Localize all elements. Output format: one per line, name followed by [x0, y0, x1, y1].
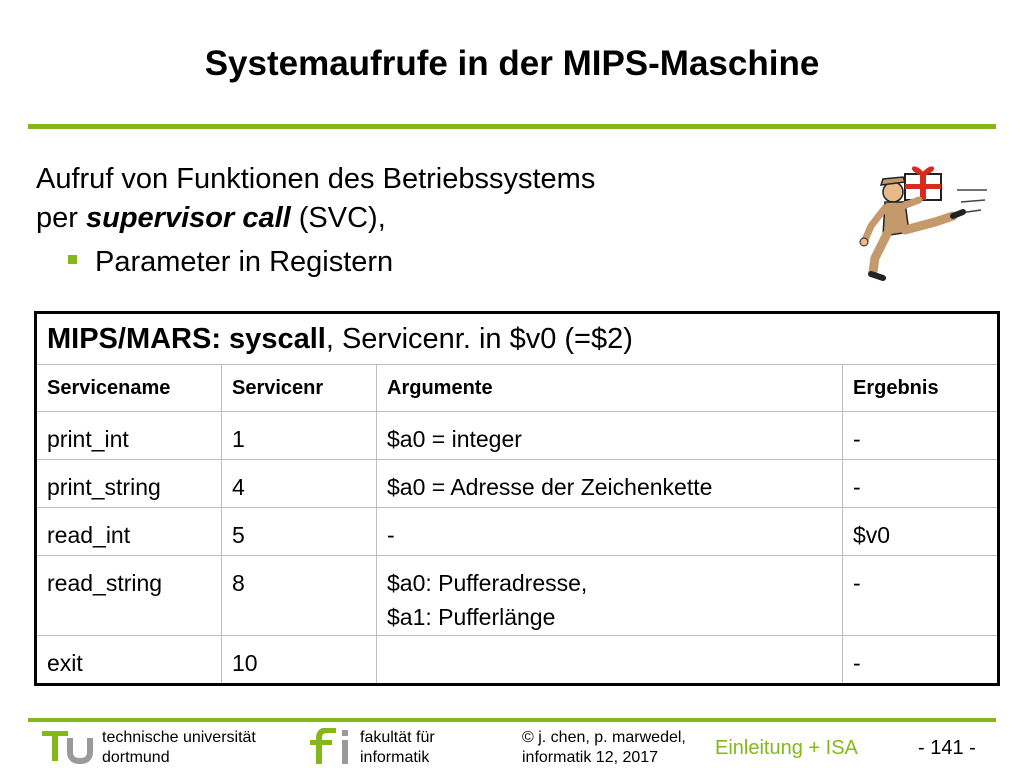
table-row — [36, 412, 999, 460]
cell-argumente: - — [377, 508, 843, 556]
footer-faculty-line-2: informatik — [360, 749, 430, 766]
bottom-divider — [28, 718, 996, 722]
table-title-bold: MIPS/MARS: syscall — [47, 322, 326, 355]
table-row — [36, 556, 999, 636]
intro-line-1: Aufruf von Funktionen des Betriebssystems — [36, 163, 596, 195]
intro-text — [36, 160, 595, 238]
footer-copyright — [522, 728, 686, 768]
cell-servicename: read_string — [36, 556, 222, 636]
column-header-servicename: Servicename — [36, 365, 222, 412]
cell-argumente: $a0 = integer — [377, 412, 843, 460]
footer-university — [102, 728, 256, 768]
cell-ergebnis: - — [843, 460, 999, 508]
cell-servicename: read_int — [36, 508, 222, 556]
slide-title: Systemaufrufe in der MIPS-Maschine — [204, 44, 820, 83]
footer-university-line-2: dortmund — [102, 749, 170, 766]
cell-ergebnis: $v0 — [843, 508, 999, 556]
fi-logo-icon — [310, 728, 354, 764]
table-row — [36, 460, 999, 508]
cell-argumente — [377, 636, 843, 685]
table-title — [36, 313, 999, 365]
table-header-row — [36, 365, 999, 412]
cell-argumente-line-1: $a0: Pufferadresse, — [387, 570, 588, 596]
tu-logo-icon — [42, 728, 98, 764]
delivery-man-illustration — [835, 160, 995, 290]
cell-servicenr: 10 — [222, 636, 377, 685]
intro-line-2 — [36, 199, 595, 238]
cell-ergebnis: - — [843, 556, 999, 636]
cell-argumente-line-2: $a1: Pufferlänge — [387, 604, 556, 630]
footer-faculty — [360, 728, 435, 768]
cell-ergebnis: - — [843, 636, 999, 685]
bullet-item — [68, 243, 393, 282]
footer-faculty-line-1: fakultät für — [360, 729, 435, 746]
footer-copyright-line-1: © j. chen, p. marwedel, — [522, 729, 686, 746]
bullet-square-icon — [68, 255, 77, 264]
bullet-text: Parameter in Registern — [95, 246, 394, 278]
footer-section: Einleitung + ISA — [715, 737, 858, 759]
column-header-ergebnis: Ergebnis — [843, 365, 999, 412]
intro-post: (SVC), — [290, 202, 386, 234]
cell-servicenr: 5 — [222, 508, 377, 556]
cell-servicenr: 4 — [222, 460, 377, 508]
cell-servicename: print_int — [36, 412, 222, 460]
cell-servicename: print_string — [36, 460, 222, 508]
syscall-table — [34, 311, 1000, 686]
intro-pre: per — [36, 202, 86, 234]
cell-ergebnis: - — [843, 412, 999, 460]
footer-copyright-line-2: informatik 12, 2017 — [522, 749, 659, 766]
cell-servicename: exit — [36, 636, 222, 685]
cell-argumente: $a0 = Adresse der Zeichenkette — [377, 460, 843, 508]
page-number: - 141 - — [918, 737, 976, 759]
intro-emphasis: supervisor call — [85, 202, 291, 234]
table-row — [36, 508, 999, 556]
cell-servicenr: 1 — [222, 412, 377, 460]
top-divider — [28, 124, 996, 129]
column-header-argumente: Argumente — [377, 365, 843, 412]
cell-servicenr: 8 — [222, 556, 377, 636]
cell-argumente — [377, 556, 843, 636]
column-header-servicenr: Servicenr — [222, 365, 377, 412]
table-row — [36, 636, 999, 685]
footer-university-line-1: technische universität — [102, 729, 256, 746]
table-title-rest: , Servicenr. in $v0 (=$2) — [325, 322, 633, 355]
